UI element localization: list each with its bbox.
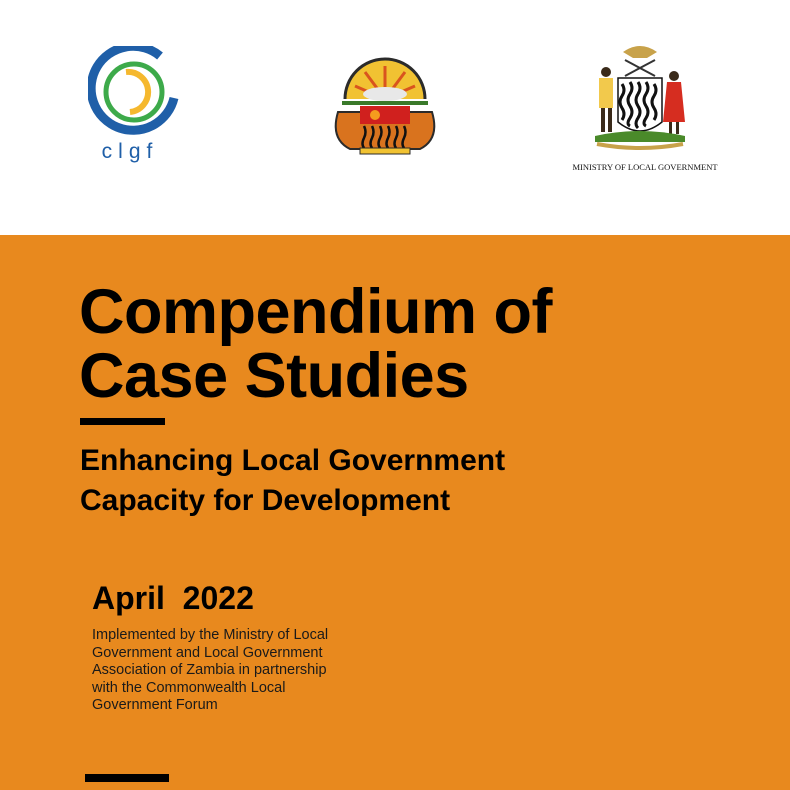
title-line-2: Case Studies (79, 341, 469, 411)
zambia-coat-of-arms-icon (585, 40, 695, 160)
title-divider (80, 418, 165, 425)
subtitle-line-1: Enhancing Local Government (80, 444, 506, 477)
publication-date: April 2022 (92, 580, 254, 616)
clgf-logo-icon (88, 46, 182, 138)
title-line-1: Compendium of (79, 277, 552, 347)
subtitle (80, 441, 560, 521)
clgf-logo-text: clgf (101, 140, 159, 163)
lgaz-emblem-icon (330, 44, 440, 159)
ministry-caption: MINISTRY OF LOCAL GOVERNMENT (572, 162, 718, 172)
page-title (79, 277, 552, 411)
logo-header (0, 0, 790, 235)
subtitle-line-2: Capacity for Development (80, 484, 451, 517)
bottom-divider (85, 774, 169, 782)
implemented-by-text: Implemented by the Ministry of Local Government and Local Government Association of Zambia in partnership with the Commonwealth Local Government Forum (92, 627, 329, 713)
